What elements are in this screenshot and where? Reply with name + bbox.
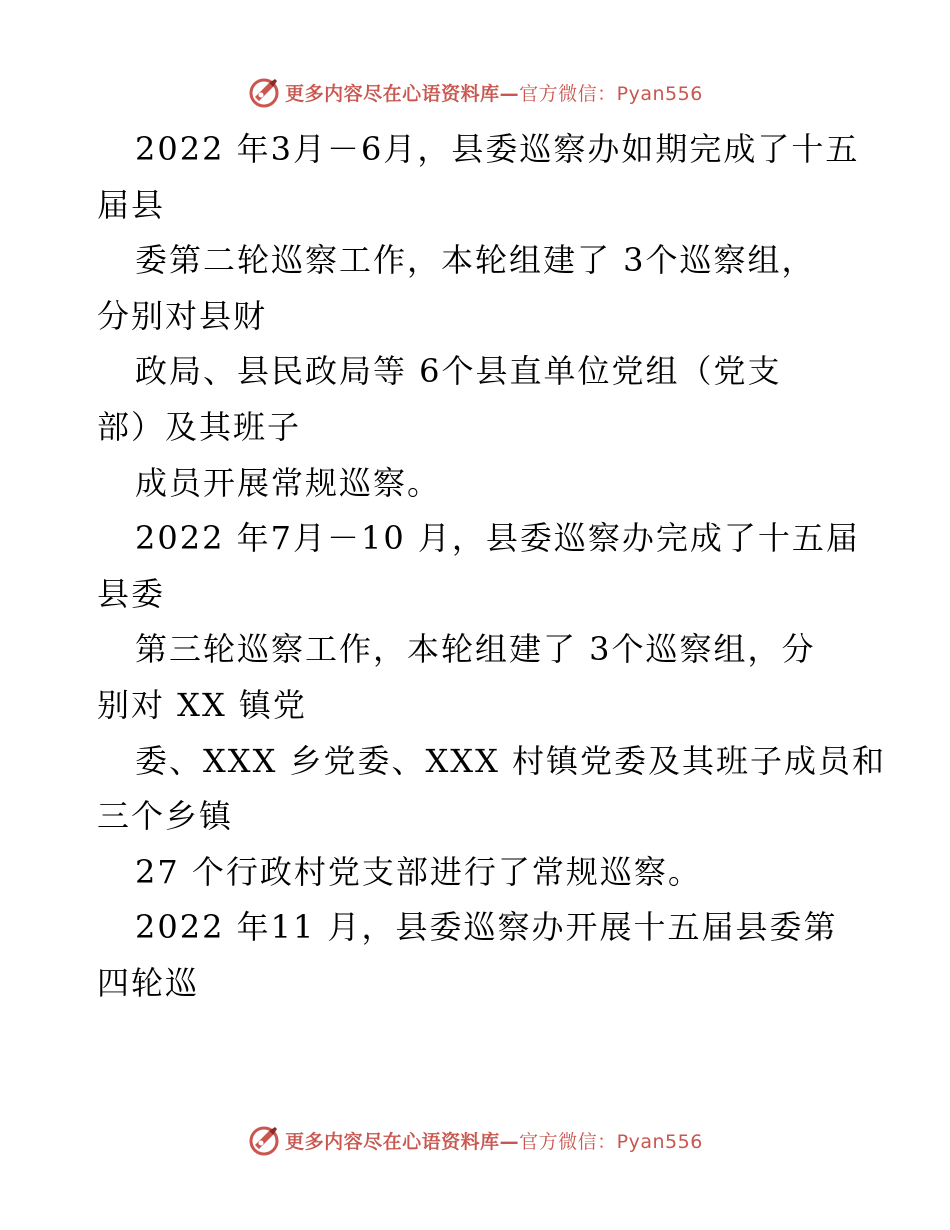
header-banner-title: 更多内容尽在心语资料库— xyxy=(285,82,520,105)
text-line: 2022 年7月－10 月，县委巡察办完成了十五届 xyxy=(135,519,860,558)
text-line: 届县 xyxy=(97,185,166,224)
text-line: 政局、县民政局等 6个县直单位党组（党支 xyxy=(135,352,782,391)
text-line: 2022 年11 月，县委巡察办开展十五届县委第 xyxy=(135,908,838,947)
header-banner xyxy=(0,72,950,112)
text-line: 部）及其班子 xyxy=(97,407,302,446)
text-line: 2022 年3月－6月，县委巡察办如期完成了十五 xyxy=(135,130,860,168)
text-line: 县委 xyxy=(97,574,166,613)
text-line: 委、XXX 乡党委、XXX 村镇党委及其班子成员和 xyxy=(135,741,887,780)
text-line: 三个乡镇 xyxy=(97,797,234,836)
footer-banner-wechat: 官方微信：Pyan556 xyxy=(519,1130,703,1153)
text-line: 四轮巡 xyxy=(97,963,200,1002)
logo-icon xyxy=(247,1123,281,1157)
logo-icon xyxy=(247,75,281,109)
footer-banner xyxy=(0,1120,950,1160)
footer-banner-title: 更多内容尽在心语资料库— xyxy=(285,1130,520,1153)
text-line: 第三轮巡察工作，本轮组建了 3个巡察组，分 xyxy=(135,630,816,669)
document-body xyxy=(97,122,887,1012)
text-line: 27 个行政村党支部进行了常规巡察。 xyxy=(135,852,702,891)
text-line: 成员开展常规巡察。 xyxy=(135,463,442,502)
footer-banner-text xyxy=(285,1127,703,1154)
header-banner-wechat: 官方微信：Pyan556 xyxy=(519,82,703,105)
header-banner-text xyxy=(285,79,703,106)
text-line: 别对 XX 镇党 xyxy=(97,685,307,724)
text-line: 分别对县财 xyxy=(97,296,268,335)
text-line: 委第二轮巡察工作，本轮组建了 3个巡察组， xyxy=(135,241,816,280)
